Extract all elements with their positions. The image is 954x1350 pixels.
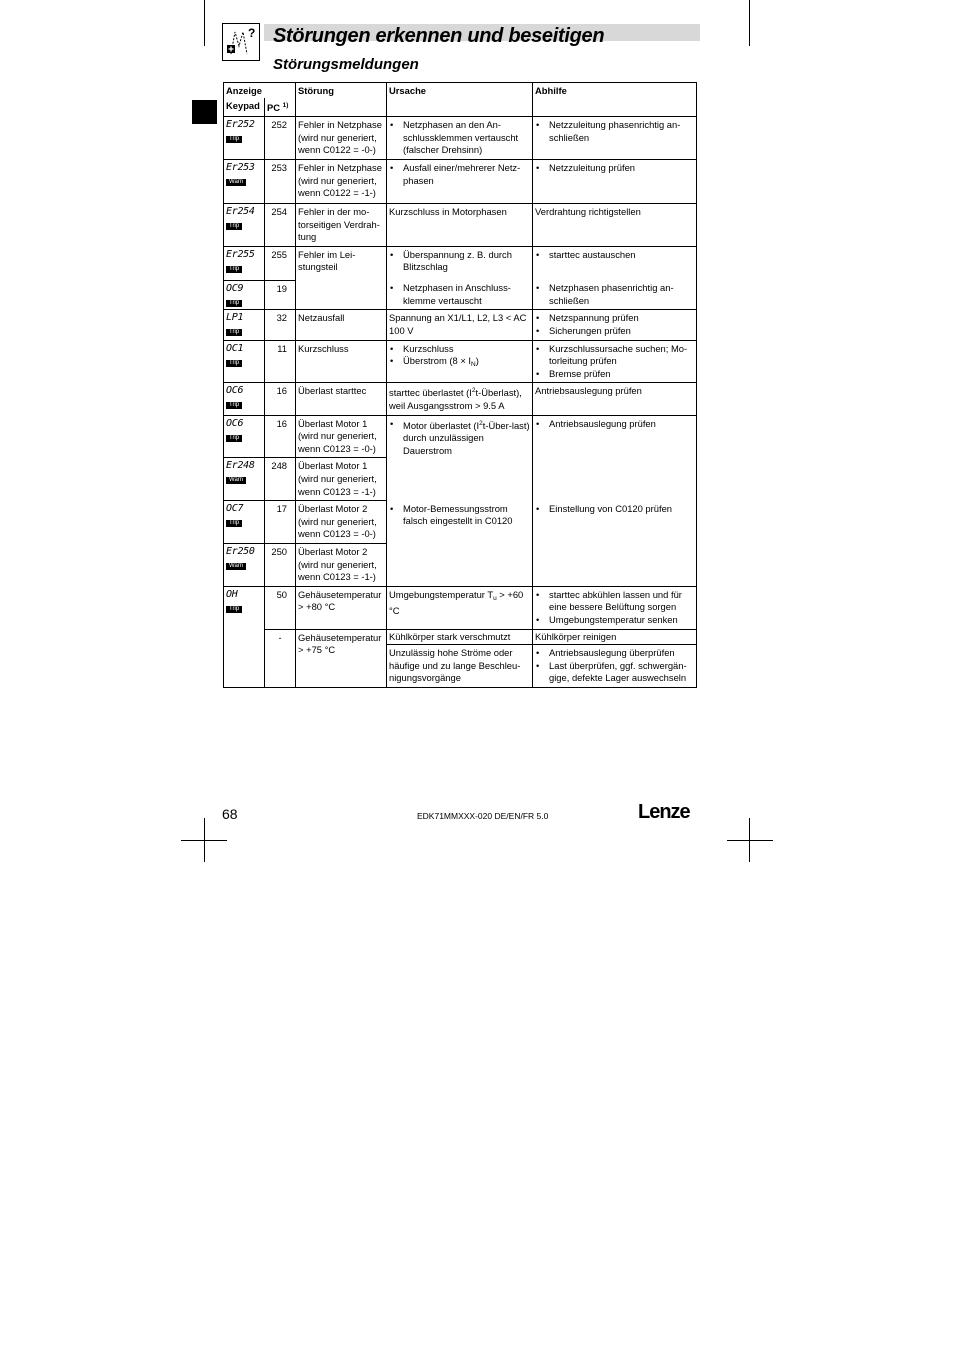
- pc-code: 17: [265, 501, 296, 544]
- crop-mark: [727, 840, 773, 841]
- fault-code: Er255: [226, 248, 255, 260]
- table-row: [224, 117, 697, 160]
- page-number: 68: [222, 806, 238, 822]
- header-abhilfe: Abhilfe: [533, 83, 697, 117]
- fault-description: Fehler in Netzphase (wird nur generiert, wenn C0122 = -1-): [296, 159, 387, 203]
- fault-table: [223, 82, 697, 688]
- fault-description: Gehäusetemperatur > +75 °C: [296, 629, 387, 687]
- cause-text: Umgebungstemperatur $T_u > +60$ °C: [387, 586, 533, 629]
- fault-code: OH: [226, 588, 238, 600]
- document-id: EDK71MMXXX-020 DE/EN/FR 5.0: [417, 811, 549, 821]
- remedy-text: Antriebsauslegung prüfen: [533, 383, 697, 415]
- pc-code: 11: [265, 340, 296, 383]
- status-badge: Warn: [226, 563, 246, 570]
- remedy-item: • Umgebungstemperatur senken: [535, 614, 694, 627]
- cause-item: • Netzphasen in Anschluss-klemme vertauscht: [389, 282, 530, 307]
- status-badge: Trip: [226, 266, 242, 273]
- remedy-item: • starttec abkühlen lassen und für eine bessere Belüftung sorgen: [535, 589, 694, 614]
- pc-code: 16: [265, 415, 296, 458]
- status-badge: Trip: [226, 360, 242, 367]
- status-badge: Warn: [226, 477, 246, 484]
- remedy-item: • Netzphasen phasenrichtig an-schließen: [535, 282, 694, 307]
- status-badge: Trip: [226, 329, 242, 336]
- fault-code: Er250: [226, 545, 255, 557]
- fault-code: Er252: [226, 119, 255, 131]
- remedy-item: • Bremse prüfen: [535, 368, 694, 381]
- pc-code: 16: [265, 383, 296, 415]
- cause-item: • Kurzschluss: [389, 343, 530, 356]
- table-row: [224, 501, 697, 544]
- page-title: Störungen erkennen und beseitigen: [273, 25, 605, 47]
- pc-code: 254: [265, 203, 296, 246]
- cause-item: • Überstrom $(8 \times I_N)$: [389, 355, 530, 372]
- status-badge: Trip: [226, 435, 242, 442]
- remedy-item: • Einstellung von C0120 prüfen: [535, 503, 694, 516]
- fault-code: Er254: [226, 205, 255, 217]
- fault-code: OC1: [226, 342, 244, 354]
- remedy-item: • Netzzuleitung prüfen: [535, 162, 694, 175]
- crop-mark: [181, 840, 227, 841]
- cause-item: • Überspannung z. B. durch Blitzschlag: [389, 249, 530, 274]
- fault-description: Netzausfall: [296, 310, 387, 340]
- table-row: [224, 586, 697, 629]
- status-badge: Trip: [226, 520, 242, 527]
- header-ursache: Ursache: [387, 83, 533, 117]
- pc-code: 248: [265, 458, 296, 501]
- table-row: [224, 340, 697, 383]
- table-row: [224, 415, 697, 458]
- status-badge: Trip: [226, 136, 242, 143]
- remedy-item: • starttec austauschen: [535, 249, 694, 262]
- header-pc: PC $^{1)}$: [265, 98, 296, 117]
- cause-item: • Motor-Bemessungsstrom falsch eingestellt in C0120: [389, 503, 530, 528]
- crop-mark: [749, 0, 750, 46]
- remedy-item: • Last überprüfen, ggf. schwergän-gige, defekte Lager auswechseln: [535, 660, 694, 685]
- remedy-item: • Antriebsauslegung überprüfen: [535, 647, 694, 660]
- pc-code: 19: [265, 280, 296, 310]
- cause-text: Unzulässig hohe Ströme oder häufige und zu lange Beschleu-nigungsvorgänge: [387, 645, 533, 688]
- pc-code: 32: [265, 310, 296, 340]
- fault-description: Kurzschluss: [296, 340, 387, 383]
- header-stoerung: Störung: [296, 83, 387, 117]
- fault-code: OC7: [226, 503, 244, 515]
- remedy-item: • Kurzschlussursache suchen; Mo-torleitung prüfen: [535, 343, 694, 368]
- fault-code: OC9: [226, 282, 244, 294]
- chapter-tab-marker: [192, 100, 217, 124]
- remedy-item: • Netzspannung prüfen: [535, 312, 694, 325]
- fault-code: OC6: [226, 417, 244, 429]
- cause-item: • Motor überlastet $(I^2t-Über-last)$ durch unzulässigen Dauerstrom: [389, 418, 530, 458]
- table-row: [224, 159, 697, 203]
- pc-code: 50: [265, 586, 296, 629]
- troubleshooting-icon: [222, 23, 260, 61]
- cause-text: starttec überlastet $(I^2t-Überlast)$, weil Ausgangsstrom > 9.5 A: [387, 383, 533, 415]
- fault-description: Überlast starttec: [296, 383, 387, 415]
- header-keypad: Keypad: [224, 98, 265, 117]
- remedy-item: • Netzzuleitung phasenrichtig an-schließen: [535, 119, 694, 144]
- remedy-text: Kühlkörper reinigen: [533, 629, 697, 645]
- lenze-logo: Lenze: [638, 801, 690, 823]
- fault-description: Fehler in der mo-torseitigen Verdrah-tung: [296, 203, 387, 246]
- table-row: [224, 310, 697, 340]
- status-badge: Trip: [226, 402, 242, 409]
- fault-code: LP1: [226, 312, 244, 324]
- cause-item: • Ausfall einer/mehrerer Netz-phasen: [389, 162, 530, 187]
- fault-description: Überlast Motor 2 (wird nur generiert, wenn C0123 = -0-): [296, 501, 387, 544]
- fault-code: OC6: [226, 385, 244, 397]
- header-anzeige: Anzeige: [224, 83, 296, 98]
- remedy-item: • Sicherungen prüfen: [535, 325, 694, 338]
- status-badge: Warn: [226, 179, 246, 186]
- fault-description: Überlast Motor 2 (wird nur generiert, wenn C0123 = -1-): [296, 543, 387, 586]
- remedy-item: • Antriebsauslegung prüfen: [535, 418, 694, 431]
- crop-mark: [204, 0, 205, 46]
- fault-description: Überlast Motor 1 (wird nur generiert, wenn C0123 = -0-): [296, 415, 387, 458]
- status-badge: Trip: [226, 300, 242, 307]
- section-title: Störungsmeldungen: [273, 56, 419, 73]
- pc-code: 255: [265, 246, 296, 280]
- pc-code: 250: [265, 543, 296, 586]
- table-row: [224, 203, 697, 246]
- svg-text:?: ?: [248, 26, 256, 40]
- fault-code: Er253: [226, 161, 255, 173]
- fault-code: Er248: [226, 460, 255, 472]
- table-row: [224, 280, 697, 310]
- table-row: [224, 383, 697, 415]
- cause-text: Spannung an X1/L1, L2, L3 < AC 100 V: [387, 310, 533, 340]
- fault-description: Überlast Motor 1 (wird nur generiert, wenn C0123 = -1-): [296, 458, 387, 501]
- cause-text: Kurzschluss in Motorphasen: [387, 203, 533, 246]
- fault-description: Gehäusetemperatur > +80 °C: [296, 586, 387, 629]
- pc-code: -: [265, 629, 296, 687]
- status-badge: Trip: [226, 223, 242, 230]
- table-row: [224, 629, 697, 645]
- status-badge: Trip: [226, 606, 242, 613]
- pc-code: 253: [265, 159, 296, 203]
- remedy-text: Verdrahtung richtigstellen: [533, 203, 697, 246]
- cause-item: • Netzphasen an den An-schlussklemmen vertauscht (falscher Drehsinn): [389, 119, 530, 157]
- fault-description: Fehler im Lei-stungsteil: [296, 246, 387, 310]
- fault-description: Fehler in Netzphase (wird nur generiert, wenn C0122 = -0-): [296, 117, 387, 160]
- table-row: [224, 246, 697, 280]
- pc-code: 252: [265, 117, 296, 160]
- cause-text: Kühlkörper stark verschmutzt: [387, 629, 533, 645]
